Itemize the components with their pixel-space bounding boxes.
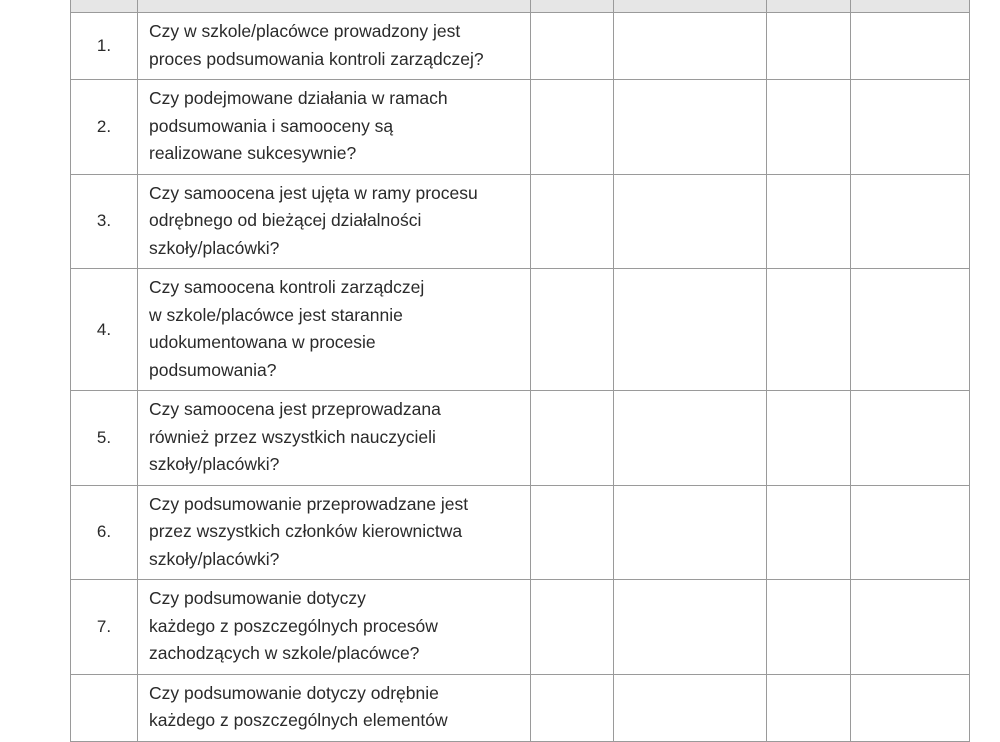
table-row xyxy=(71,80,970,175)
question-line: realizowane sukcesywnie? xyxy=(149,143,357,163)
question-line: Czy samoocena kontroli zarządczej xyxy=(149,277,425,297)
question-line: szkoły/placówki? xyxy=(149,454,280,474)
row-number: 5. xyxy=(71,391,138,486)
header-row xyxy=(71,0,970,13)
row-number: 3. xyxy=(71,174,138,269)
question-line: Czy samoocena jest przeprowadzana xyxy=(149,399,441,419)
header-cell xyxy=(71,0,138,13)
question-line: odrębnego od bieżącej działalności xyxy=(149,210,422,230)
header-cell xyxy=(138,0,531,13)
answer-cell[interactable] xyxy=(767,485,851,580)
question-line: przez wszystkich członków kierownictwa xyxy=(149,521,463,541)
row-number: 2. xyxy=(71,80,138,175)
answer-cell[interactable] xyxy=(767,13,851,80)
checklist-table xyxy=(70,0,970,742)
question-line: Czy podejmowane działania w ramach xyxy=(149,88,448,108)
answer-cell[interactable] xyxy=(767,674,851,741)
answer-cell[interactable] xyxy=(531,485,614,580)
header-cell xyxy=(851,0,970,13)
answer-cell[interactable] xyxy=(851,174,970,269)
question-line: Czy podsumowanie przeprowadzane jest xyxy=(149,493,469,514)
answer-cell[interactable] xyxy=(851,580,970,675)
question-cell xyxy=(138,269,531,391)
question-cell xyxy=(138,674,531,741)
answer-cell[interactable] xyxy=(531,269,614,391)
answer-cell[interactable] xyxy=(767,391,851,486)
question-line: każdego z poszczególnych procesów xyxy=(149,615,438,636)
table-row xyxy=(71,13,970,80)
question-line: Czy podsumowanie dotyczy odrębnie xyxy=(149,682,439,703)
row-number: 7. xyxy=(71,580,138,675)
question-line: Czy podsumowanie dotyczy xyxy=(149,588,366,608)
question-line: udokumentowana w procesie xyxy=(149,332,376,352)
header-cell xyxy=(614,0,767,13)
row-number: 1. xyxy=(71,13,138,80)
row-number: 6. xyxy=(71,485,138,580)
answer-cell[interactable] xyxy=(614,13,767,80)
answer-cell[interactable] xyxy=(614,485,767,580)
question-line: zachodzących w szkole/placówce? xyxy=(149,643,420,663)
answer-cell[interactable] xyxy=(614,580,767,675)
question-line: również przez wszystkich nauczycieli xyxy=(149,426,436,447)
row-number xyxy=(71,674,138,741)
question-line: proces podsumowania kontroli zarządczej? xyxy=(149,48,484,69)
question-line: szkoły/placówki? xyxy=(149,548,280,569)
question-cell xyxy=(138,485,531,580)
answer-cell[interactable] xyxy=(851,269,970,391)
answer-cell[interactable] xyxy=(531,580,614,675)
question-line: szkoły/placówki? xyxy=(149,237,280,258)
answer-cell[interactable] xyxy=(767,580,851,675)
table-row xyxy=(71,269,970,391)
table-row xyxy=(71,485,970,580)
table-row xyxy=(71,674,970,741)
answer-cell[interactable] xyxy=(614,391,767,486)
question-line: każdego z poszczególnych elementów xyxy=(149,710,448,730)
question-line: w szkole/placówce jest starannie xyxy=(149,304,403,325)
header-cell xyxy=(531,0,614,13)
header-cell xyxy=(767,0,851,13)
answer-cell[interactable] xyxy=(851,391,970,486)
question-cell xyxy=(138,13,531,80)
answer-cell[interactable] xyxy=(531,174,614,269)
answer-cell[interactable] xyxy=(531,391,614,486)
answer-cell[interactable] xyxy=(767,269,851,391)
answer-cell[interactable] xyxy=(531,674,614,741)
question-line: Czy w szkole/placówce prowadzony jest xyxy=(149,21,461,41)
answer-cell[interactable] xyxy=(851,674,970,741)
answer-cell[interactable] xyxy=(851,485,970,580)
answer-cell[interactable] xyxy=(851,80,970,175)
question-cell xyxy=(138,80,531,175)
question-line: podsumowania i samooceny są xyxy=(149,115,394,136)
answer-cell[interactable] xyxy=(614,174,767,269)
table-row xyxy=(71,391,970,486)
answer-cell[interactable] xyxy=(767,174,851,269)
table-row xyxy=(71,174,970,269)
answer-cell[interactable] xyxy=(851,13,970,80)
answer-cell[interactable] xyxy=(531,80,614,175)
answer-cell[interactable] xyxy=(531,13,614,80)
answer-cell[interactable] xyxy=(767,80,851,175)
question-cell xyxy=(138,391,531,486)
answer-cell[interactable] xyxy=(614,269,767,391)
table-row xyxy=(71,580,970,675)
question-cell xyxy=(138,580,531,675)
question-line: podsumowania? xyxy=(149,359,277,380)
answer-cell[interactable] xyxy=(614,80,767,175)
question-cell xyxy=(138,174,531,269)
answer-cell[interactable] xyxy=(614,674,767,741)
question-line: Czy samoocena jest ujęta w ramy procesu xyxy=(149,182,478,203)
row-number: 4. xyxy=(71,269,138,391)
